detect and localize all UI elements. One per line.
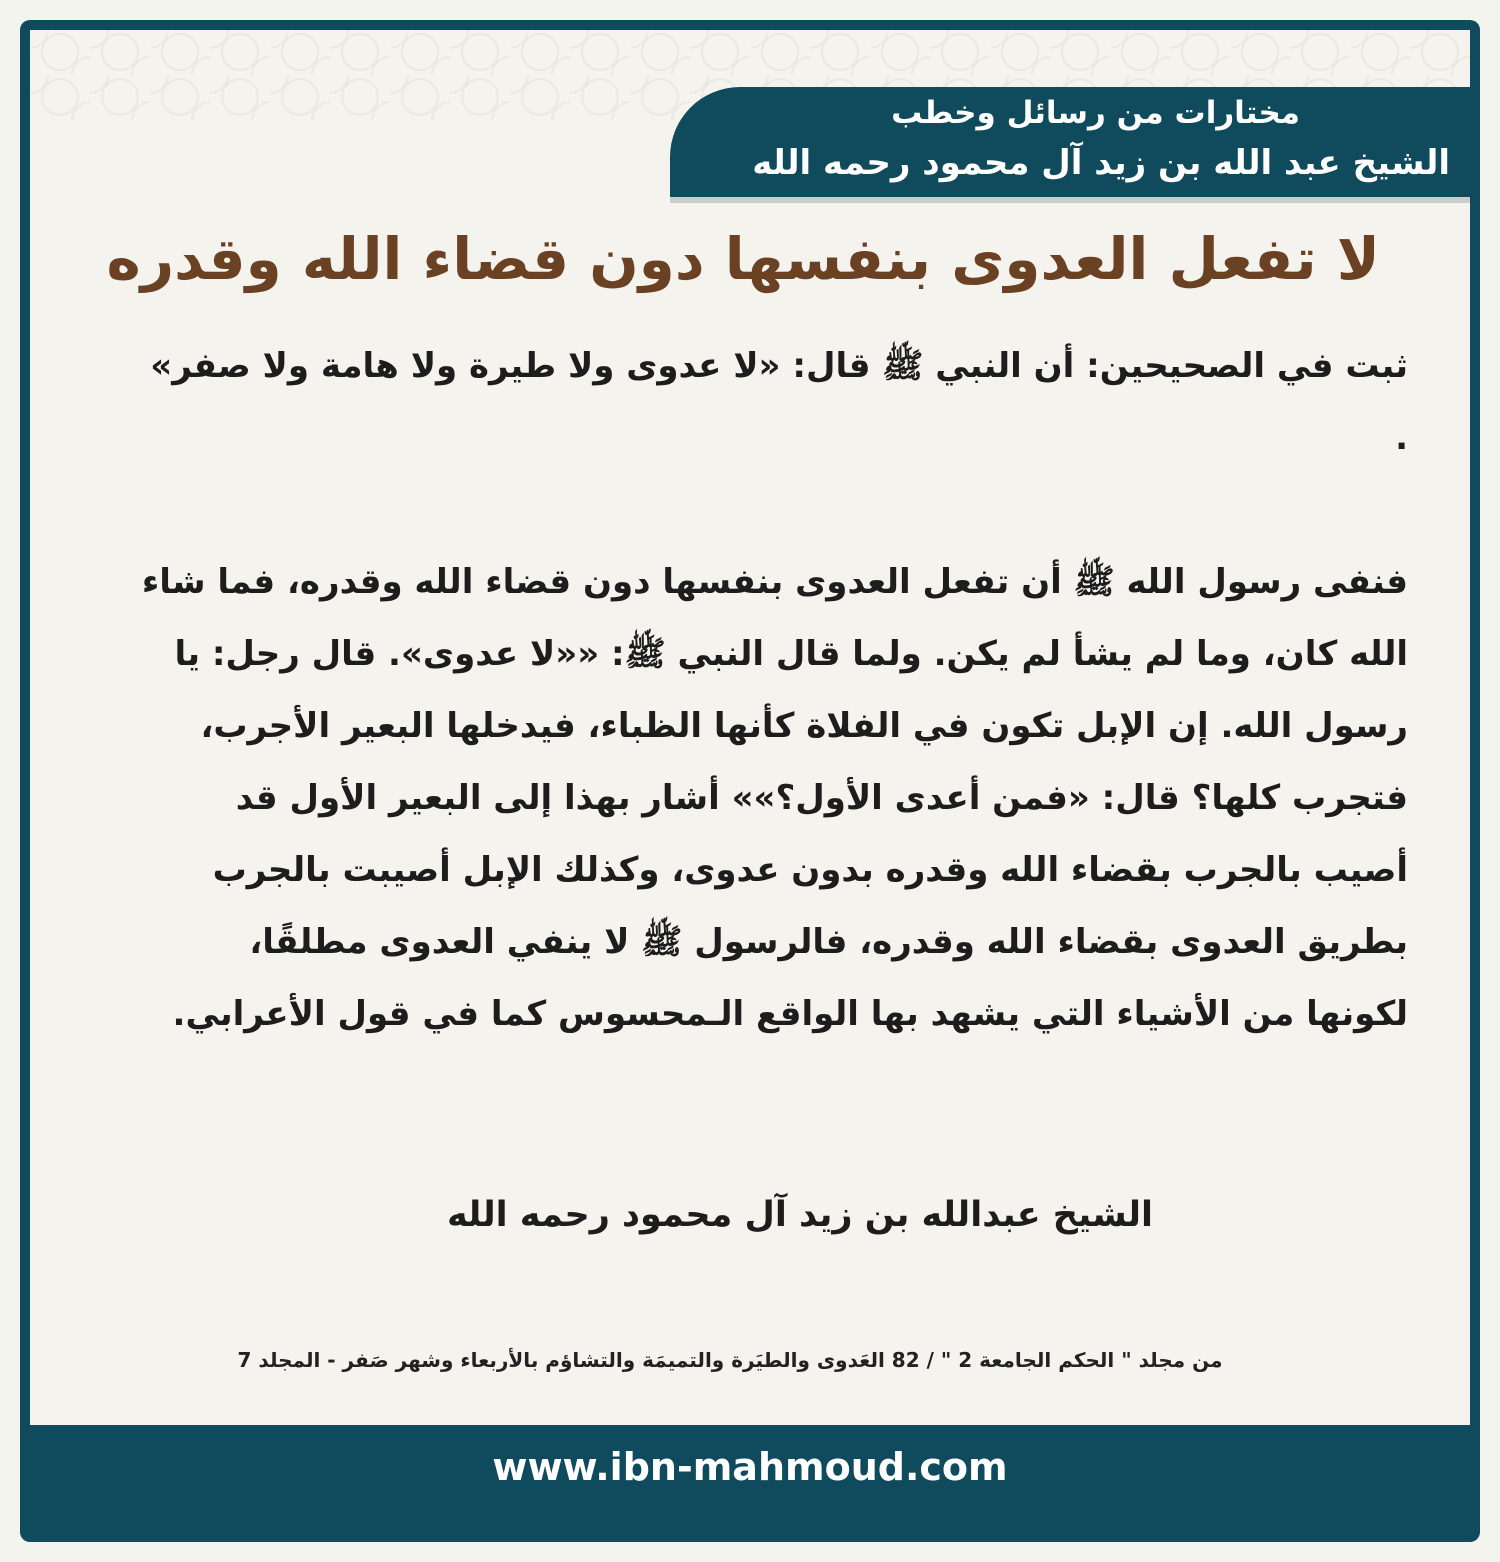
article-title: لا تفعل العدوى بنفسها دون قضاء الله وقدره [106, 225, 1380, 293]
header-banner [670, 87, 1470, 197]
paragraph-gap [140, 474, 1408, 546]
header-subtitle: مختارات من رسائل وخطب [891, 95, 1300, 131]
article-body [140, 330, 1408, 1050]
source-citation: من مجلد " الحكم الجامعة 2 " / 82 العَدوى والطيَرة والتميمَة والتشاؤم بالأربعاء وشهر صَفر - المجلد 7 [237, 1348, 1223, 1372]
card-frame [20, 20, 1480, 1542]
paragraph-2: فنفى رسول الله ﷺ أن تفعل العدوى بنفسها دون قضاء الله وقدره، فما شاء الله كان، وما لم يشأ لم يكن. ولما قال النبي ﷺ: ««لا عدوى». قال رجل: يا رسول الله. إن الإبل تكون في الفلاة كأنها الظباء، فيدخلها البعير الأجرب، فتجرب كلها؟ قال: «فمن أعدى الأول؟»» أشار بهذا إلى البعير الأول قد أصيب بالجرب بقضاء الله وقدره بدون عدوى، وكذلك الإبل أصيبت بالجرب بطريق العدوى بقضاء الله وقدره، فالرسول ﷺ لا ينفي العدوى مطلقًا، لكونها من الأشياء التي يشهد بها الواقع الـمحسوس كما في قول الأعرابي. [141, 562, 1408, 1034]
header-author: الشيخ عبد الله بن زيد آل محمود رحمه الله [752, 143, 1450, 183]
website-link[interactable]: www.ibn-mahmoud.com [492, 1445, 1008, 1489]
content-panel [30, 30, 1470, 1425]
paragraph-1: ثبت في الصحيحين: أن النبي ﷺ قال: «لا عدوى ولا طيرة ولا هامة ولا صفر» . [150, 346, 1408, 458]
author-signature: الشيخ عبدالله بن زيد آل محمود رحمه الله [446, 1195, 1154, 1235]
